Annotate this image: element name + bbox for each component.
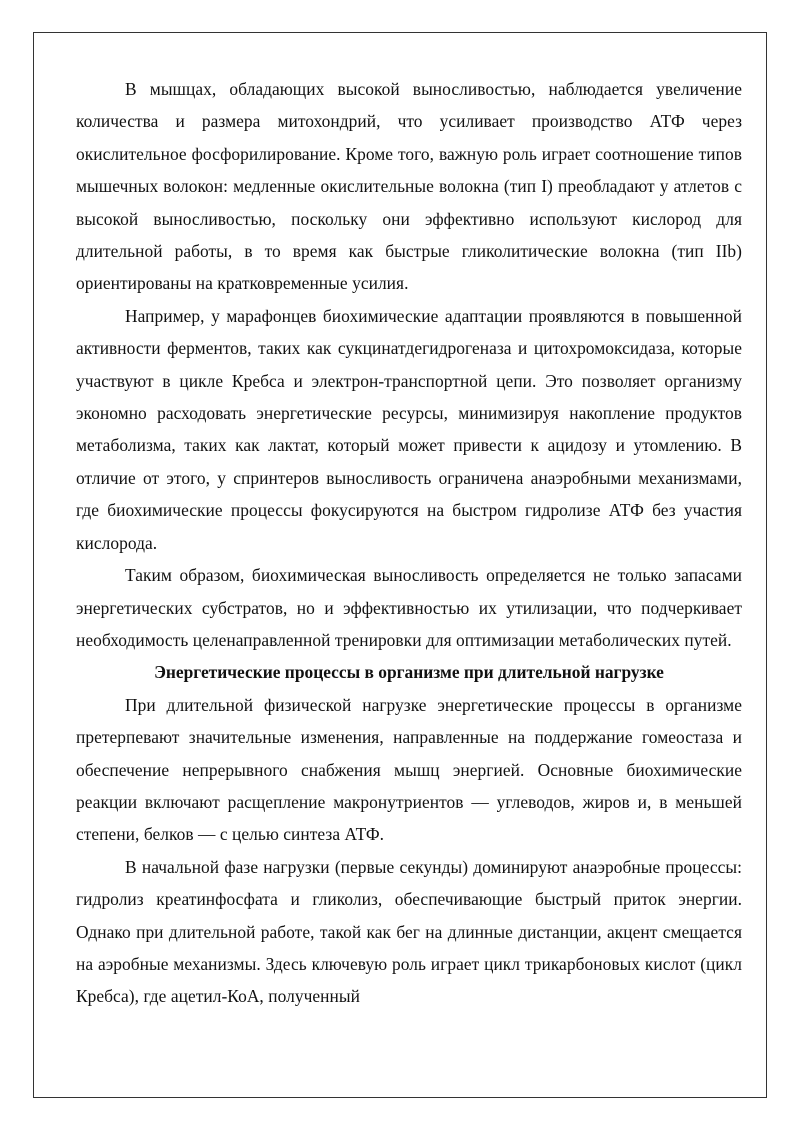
- paragraph-conclusion: Таким образом, биохимическая выносливость определяется не только запасами энергетических субстратов, но и эффективностью их утилизации, что подчеркивает необходимость целенаправленной тренировки для оптимизации метаболических путей.: [76, 565, 742, 650]
- section-heading: Энергетические процессы в организме при длительной нагрузке: [154, 662, 664, 683]
- paragraph-mitochondria: В мышцах, обладающих высокой выносливостью, наблюдается увеличение количества и размера митохондрий, что усиливает производство АТФ через окислительное фосфорилирование. Кроме того, важную роль играет соотношение типов мышечных волокон: медленные окислительные волокна (тип I) преобладают у атлетов с высокой выносливостью, поскольку они эффективно используют кислород для длительной работы, в то время как быстрые гликолитические волокна (тип IIb) ориентированы на кратковременные усилия.: [76, 79, 742, 294]
- paragraph-energy-processes: При длительной физической нагрузке энергетические процессы в организме претерпевают значительные изменения, направленные на поддержание гомеостаза и обеспечение непрерывного снабжения мышц энергией. Основные биохимические реакции включают расщепление макронутриентов — углеводов, жиров и, в меньшей степени, белков — с целью синтеза АТФ.: [76, 694, 742, 845]
- document-body: [76, 73, 742, 1013]
- paragraph-marathon: Например, у марафонцев биохимические адаптации проявляются в повышенной активности ферментов, таких как сукцинатдегидрогеназа и цитохромоксидаза, которые участвуют в цикле Кребса и электрон-транспортной цепи. Это позволяет организму экономно расходовать энергетические ресурсы, минимизируя накопление продуктов метаболизма, таких как лактат, который может привести к ацидозу и утомлению. В отличие от этого, у спринтеров выносливость ограничена анаэробными механизмами, где биохимические процессы фокусируются на быстром гидролизе АТФ без участия кислорода.: [76, 305, 742, 553]
- paragraph-initial-phase: В начальной фазе нагрузки (первые секунды) доминируют анаэробные процессы: гидролиз креатинфосфата и гликолиз, обеспечивающие быстрый приток энергии. Однако при длительной работе, такой как бег на длинные дистанции, акцент смещается на аэробные механизмы. Здесь ключевую роль играет цикл трикарбоновых кислот (цикл Кребса), где ацетил-КоА, полученный: [76, 856, 742, 1007]
